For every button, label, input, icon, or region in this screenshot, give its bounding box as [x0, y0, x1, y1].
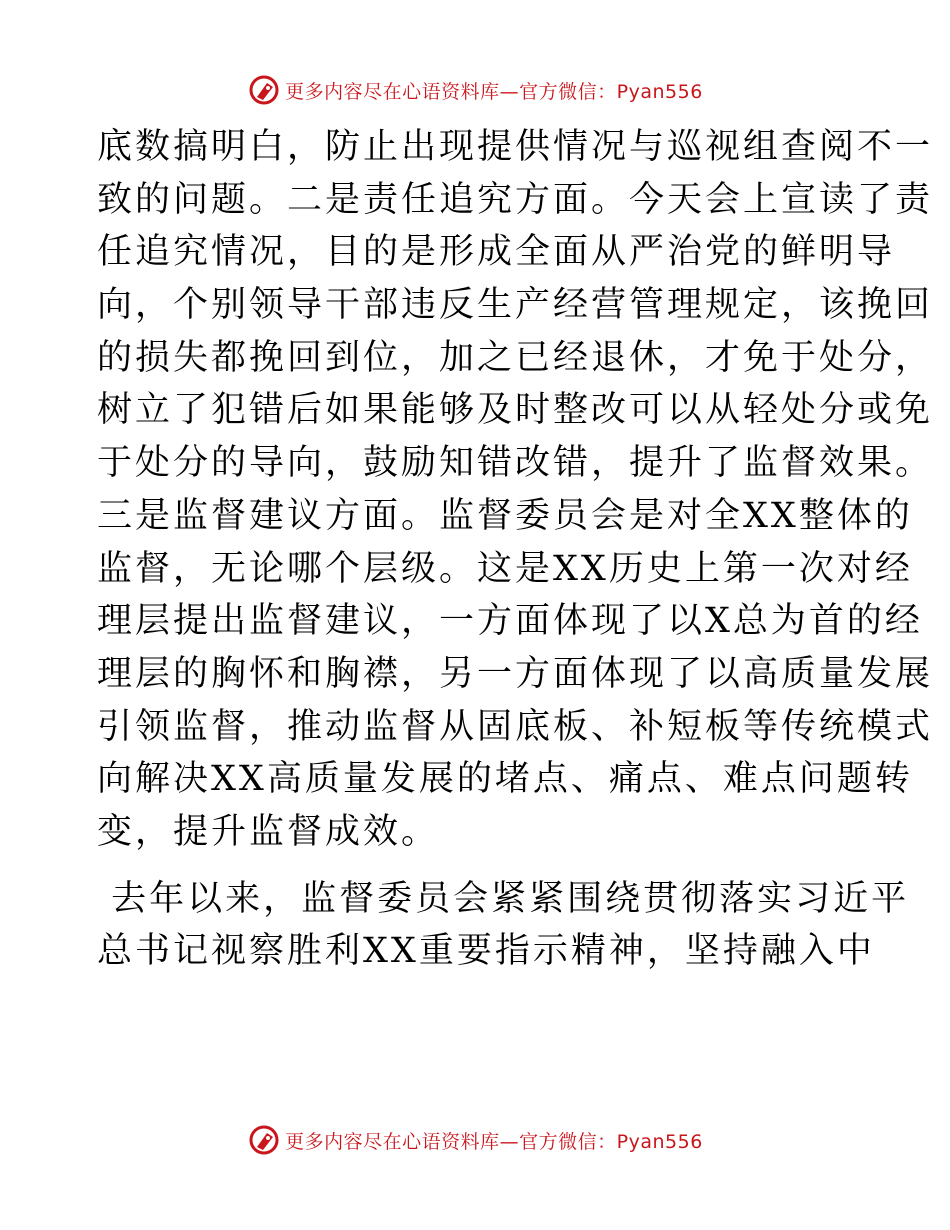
- text-line: 向解决XX高质量发展的堵点、痛点、难点问题转: [97, 759, 913, 800]
- text-line: 于处分的导向，鼓励知错改错，提升了监督效果。: [97, 443, 934, 484]
- text-line: 理层提出监督建议，一方面体现了以X总为首的经: [97, 601, 923, 642]
- text-line: 理层的胸怀和胸襟，另一方面体现了以高质量发展: [97, 653, 934, 694]
- text-line: 向，个别领导干部违反生产经营管理规定，该挽回: [97, 285, 934, 326]
- text-line: 任追究情况，目的是形成全面从严治党的鲜明导: [97, 232, 896, 273]
- paragraph-gap: [97, 859, 867, 873]
- text-line: 底数搞明白，防止出现提供情况与巡视组查阅不一: [97, 127, 934, 167]
- text-line: 监督，无论哪个层级。这是XX历史上第一次对经: [97, 548, 913, 589]
- text-line: 的损失都挽回到位，加之已经退休，才免于处分，: [97, 337, 934, 378]
- text-line: 去年以来，监督委员会紧紧围绕贯彻落实习近平: [97, 878, 910, 919]
- text-line: 引领监督，推动监督从固底板、补短板等传统模式: [97, 706, 934, 747]
- footer-watermark: [0, 1120, 950, 1160]
- header-watermark: [0, 70, 950, 110]
- text-line: 变，提升监督成效。: [97, 811, 440, 852]
- pen-nib-logo-icon: [247, 73, 281, 107]
- text-line: 总书记视察胜利XX重要指示精神，坚持融入中: [97, 931, 875, 972]
- watermark-text: 更多内容尽在心语资料库—官方微信：Pyan556: [285, 1130, 703, 1153]
- text-line: 致的问题。二是责任追究方面。今天会上宣读了责: [97, 179, 934, 220]
- pen-nib-logo-icon: [247, 1123, 281, 1157]
- document-body: [97, 121, 934, 978]
- text-line: 树立了犯错后如果能够及时整改可以从轻处分或免: [97, 390, 934, 431]
- watermark-text: 更多内容尽在心语资料库—官方微信：Pyan556: [285, 80, 703, 103]
- text-line: 三是监督建议方面。监督委员会是对全XX整体的: [97, 495, 913, 536]
